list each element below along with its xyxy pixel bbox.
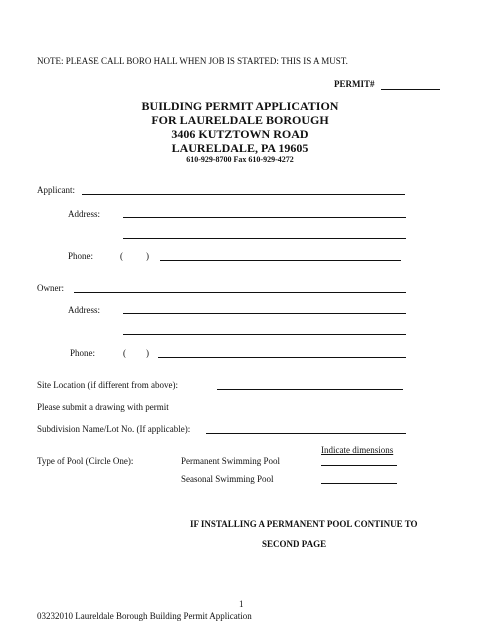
seasonal-pool-dimensions-field[interactable] (321, 483, 397, 484)
pool-type-label: Type of Pool (Circle One): (37, 456, 134, 466)
continue-notice-line2: SECOND PAGE (262, 539, 327, 549)
continue-notice-line1: IF INSTALLING A PERMANENT POOL CONTINUE TO (190, 519, 418, 529)
drawing-note: Please submit a drawing with permit (37, 402, 169, 412)
site-location-label: Site Location (if different from above): (37, 380, 179, 390)
footer-text: 03232010 Laureldale Borough Building Permit Application (37, 611, 252, 621)
site-location-field[interactable] (217, 389, 403, 390)
form-title: BUILDING PERMIT APPLICATION (141, 99, 339, 113)
subdivision-label: Subdivision Name/Lot No. (If applicable): (37, 424, 191, 434)
page-number: 1 (239, 599, 244, 609)
applicant-phone-paren-close: ) (146, 251, 149, 261)
applicant-phone-label: Phone: (68, 251, 94, 261)
permit-label: PERMIT# (334, 79, 375, 89)
owner-phone-paren-close: ) (146, 348, 149, 358)
applicant-address-field-2[interactable] (123, 238, 406, 239)
office-city: LAURELDALE, PA 19605 (171, 141, 309, 155)
owner-phone-paren-open: ( (123, 348, 126, 358)
owner-address-field-2[interactable] (123, 334, 406, 335)
office-phone-fax: 610-929-8700 Fax 610-929-4272 (186, 155, 294, 164)
subdivision-field[interactable] (206, 433, 406, 434)
office-street: 3406 KUTZTOWN ROAD (171, 127, 309, 141)
owner-phone-field[interactable] (158, 357, 406, 358)
dimensions-header: Indicate dimensions (321, 445, 394, 455)
applicant-phone-paren-open: ( (120, 251, 123, 261)
pool-option-permanent[interactable]: Permanent Swimming Pool (181, 456, 280, 466)
applicant-address-label: Address: (68, 209, 100, 219)
permit-number-field[interactable] (381, 89, 440, 90)
permanent-pool-dimensions-field[interactable] (321, 465, 397, 466)
applicant-label: Applicant: (37, 185, 75, 195)
applicant-name-field[interactable] (82, 194, 405, 195)
owner-address-label: Address: (68, 305, 100, 315)
owner-phone-label: Phone: (70, 348, 96, 358)
owner-name-field[interactable] (74, 292, 406, 293)
pool-option-seasonal[interactable]: Seasonal Swimming Pool (181, 474, 274, 484)
note-text: NOTE: PLEASE CALL BORO HALL WHEN JOB IS STARTED: THIS IS A MUST. (37, 56, 348, 66)
form-subtitle: FOR LAURELDALE BOROUGH (151, 113, 329, 127)
owner-label: Owner: (37, 283, 64, 293)
applicant-phone-field[interactable] (160, 260, 401, 261)
applicant-address-field-1[interactable] (123, 217, 406, 218)
owner-address-field-1[interactable] (123, 313, 406, 314)
